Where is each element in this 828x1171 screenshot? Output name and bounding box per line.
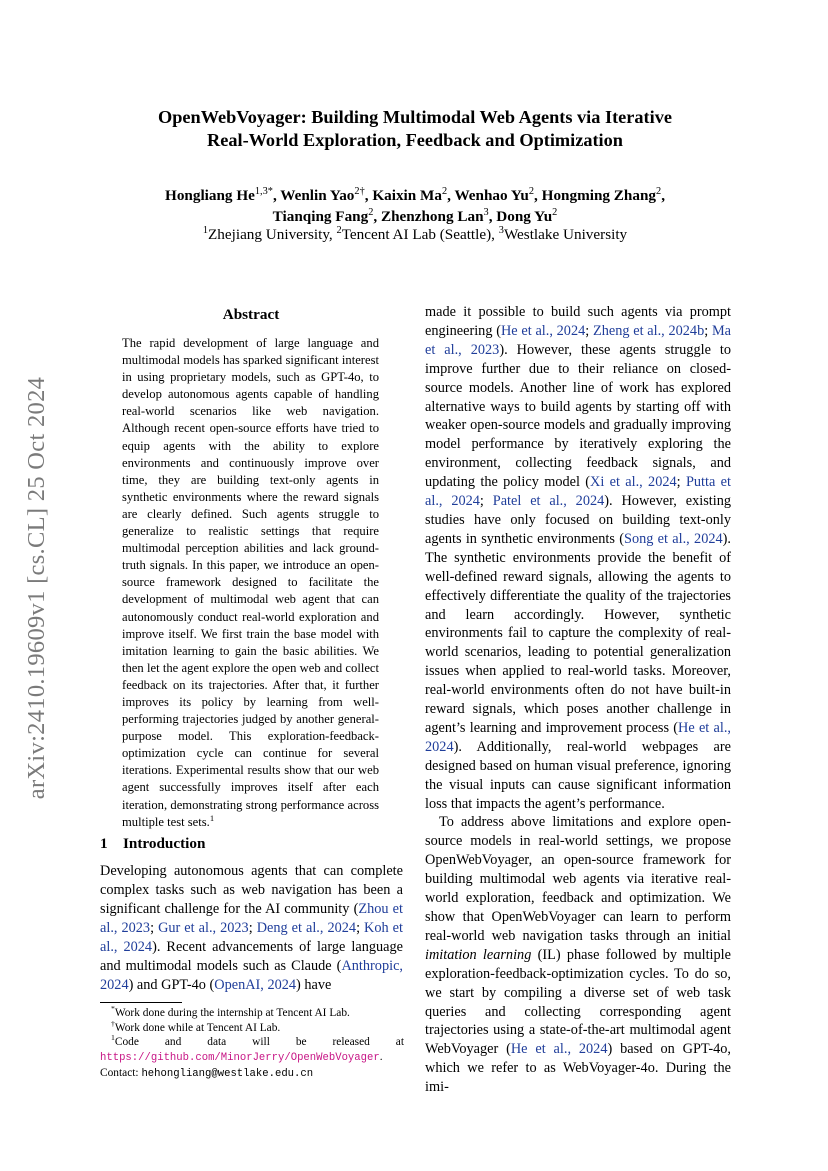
abstract-body	[122, 335, 379, 831]
author-line-2	[100, 206, 730, 227]
footnote-ref: 1	[209, 812, 215, 823]
footnote-text: . Contact:	[100, 1051, 383, 1079]
author-line-1	[100, 185, 730, 206]
section-heading	[100, 835, 205, 853]
citation-link[interactable]: Patel et al., 2024	[492, 493, 605, 510]
title-line-2: Real-World Exploration, Feedback and Optimization	[207, 130, 623, 150]
affil-mark: 2	[336, 224, 342, 236]
author-separator: ,	[661, 187, 665, 204]
body-text: ;	[585, 322, 593, 339]
citation-link[interactable]: He et al., 2024	[500, 322, 586, 339]
author-affil-mark: 2	[368, 206, 374, 218]
footnote-1	[100, 1006, 404, 1021]
footnote-text: Work done while at Tencent AI Lab.	[114, 1021, 281, 1034]
body-text: ). However, existing studies have only focused on building text-only agents in synthetic environments (	[425, 493, 731, 547]
title-line-1: OpenWebVoyager: Building Multimodal Web Agents via Iterative	[158, 107, 672, 127]
body-text: ). Recent advancements of large language and multimodal models such as Claude (	[100, 939, 403, 974]
body-text: ). Additionally, real-world webpages are designed based on human visual preference, ignoring the visual inputs can cause significant information loss that impacts the agent’s performance.	[425, 738, 731, 812]
body-text: ;	[248, 920, 257, 936]
author-name: , Kaixin Ma	[364, 187, 442, 204]
citation-link[interactable]: OpenAI, 2024	[214, 977, 297, 993]
body-text: ) and GPT-4o (	[128, 977, 215, 993]
author-affil-mark: 2	[528, 185, 535, 197]
repo-link[interactable]: https://github.com/MinorJerry/OpenWebVoyager	[100, 1052, 380, 1065]
body-text: ). However, these agents struggle to improve further due to their reliance on closed-source models. Another line of work has explored alternative ways to build agents by starting off with weaker open-source models and gradually improving model performance by iteratively exploring the environment, collecting feedback signals, and updating the policy model (	[425, 341, 732, 491]
body-text: ) have	[296, 977, 332, 993]
body-text: Developing autonomous agents that can complete complex tasks such as web navigation has been a significant challenge for the AI community (	[100, 863, 403, 917]
citation-link[interactable]: Deng et al., 2024	[256, 920, 357, 936]
footnote-mark: *	[111, 1004, 115, 1014]
body-text: (IL) phase followed by multiple exploration-feedback-optimization cycles. To do so, we start by compiling a diverse set of web task queries and collecting corresponding agent trajectories using a state-of-the-art multimodal agent WebVoyager (	[425, 946, 731, 1058]
body-text: made it possible to build such agents via prompt engineering (	[425, 304, 731, 339]
body-text: To address above limitations and explore open-source models in real-world settings, we propose OpenWebVoyager, an open-source framework for building multimodal web agents via iterative real-world exploration, feedback and optimization. We show that OpenWebVoyager can learn to perform real-world web navigation tasks through an initial	[425, 814, 731, 944]
abstract-heading: Abstract	[222, 306, 280, 323]
body-text: ;	[704, 322, 712, 339]
footnote-mark: 1	[111, 1033, 115, 1043]
author-affil-mark: 2†	[354, 185, 365, 197]
author-list	[100, 185, 730, 227]
emphasis-text: imitation learning	[425, 946, 532, 963]
citation-link[interactable]: He et al., 2024	[425, 719, 731, 755]
affil-text: Tencent AI Lab (Seattle),	[341, 226, 499, 243]
citation-link[interactable]: Zhou et al., 2023	[100, 901, 403, 936]
footnote-text: Code and data will be released at	[114, 1036, 404, 1049]
paragraph	[425, 813, 731, 1097]
affil-text: Zhejiang University,	[208, 226, 337, 243]
footnotes	[100, 1006, 404, 1082]
author-name: Tianqing Fang	[272, 208, 369, 225]
affiliations	[100, 225, 730, 245]
body-text: ). The synthetic environments provide the benefit of well-defined reward signals, allowing the agents to effectively differentiate the quality of the trajectories and learn accordingly. However, synthetic environments fail to capture the complexity of real-world scenarios, leading to potential generalization issues when applied to real-world tasks. Moreover, real-world environments often do not have built-in reward signals, which poses another challenge in agent’s learning and improvement process (	[425, 530, 731, 736]
section-number: 1	[100, 835, 108, 852]
citation-link[interactable]: Ma et al., 2023	[425, 322, 732, 358]
footnote-2	[100, 1018, 404, 1036]
section-title: Introduction	[123, 835, 206, 852]
author-affil-mark: 3	[483, 206, 489, 218]
citation-link[interactable]: Song et al., 2024	[624, 530, 723, 547]
intro-paragraph	[100, 862, 403, 995]
body-text: ;	[479, 493, 493, 510]
author-name: , Hongming Zhang	[534, 187, 657, 204]
author-name: , Wenlin Yao	[272, 187, 355, 204]
arxiv-identifier: arXiv:2410.19609v1 [cs.CL] 25 Oct 2024	[23, 376, 50, 800]
footnote-text: Work done during the internship at Tencent AI Lab.	[114, 1007, 350, 1019]
footnote-3	[100, 1035, 404, 1081]
citation-link[interactable]: Koh et al., 2024	[100, 920, 403, 955]
citation-link[interactable]: Putta et al., 2024	[425, 474, 731, 510]
body-text: ;	[356, 920, 365, 936]
citation-link[interactable]: Anthropic, 2024	[100, 958, 403, 993]
abstract-text: The rapid development of large language and multimodal models has sparked significant interest in using proprietary models, such as GPT-4o, to develop autonomous agents capable of handling real-world scenarios like web navigation. Although recent open-source efforts have tried to equip agents with the ability to explore environments and continuously improve over time, they are building text-only agents in synthetic environments where the reward signals are clearly defined. Such agents struggle to generalize to realistic settings that require multimodal perception abilities and lack ground-truth signals. In this paper, we introduce an open-source framework designed to facilitate the development of multimodal web agent that can autonomously conduct real-world exploration and improve itself. We first train the base model with imitation learning to gain the basic abilities. We then let the agent explore the open web and collect feedback on its trajectories. After that, it further improves its policy by learning from well-performing trajectories judged by another general-purpose model. This exploration-feedback-optimization cycle can continue for several iterations. Experimental results show that our web agent successfully improves itself after each iteration, demonstrating strong performance across multiple test sets.	[122, 336, 379, 829]
author-name: , Zhenzhong Lan	[373, 208, 484, 225]
author-name: Hongliang He	[165, 187, 255, 204]
citation-link[interactable]: Gur et al., 2023	[158, 920, 249, 936]
affil-text: Westlake University	[503, 226, 628, 243]
contact-email[interactable]: hehongliang@westlake.edu.cn	[141, 1067, 314, 1080]
right-column	[425, 303, 731, 1097]
arxiv-stamp	[22, 318, 52, 858]
author-affil-mark: 2	[441, 185, 448, 197]
affil-mark: 3	[498, 224, 504, 236]
citation-link[interactable]: Xi et al., 2024	[590, 474, 677, 491]
paragraph	[425, 303, 731, 813]
body-text: ) based on GPT-4o, which we refer to as WebVoyager-4o. During the imi-	[425, 1041, 731, 1096]
affil-mark: 1	[202, 224, 209, 236]
footnote-mark: †	[111, 1018, 115, 1028]
author-affil-mark: 2	[552, 206, 558, 218]
body-text: ;	[150, 920, 159, 936]
paper-title	[100, 106, 730, 152]
citation-link[interactable]: Zheng et al., 2024b	[592, 322, 705, 339]
footnote-divider	[100, 1002, 182, 1003]
author-affil-mark: 1,3*	[254, 185, 273, 197]
body-text: ;	[676, 474, 686, 491]
citation-link[interactable]: He et al., 2024	[510, 1041, 608, 1058]
author-affil-mark: 2	[656, 185, 662, 197]
author-name: , Wenhao Yu	[447, 187, 529, 204]
author-name: , Dong Yu	[488, 208, 553, 225]
